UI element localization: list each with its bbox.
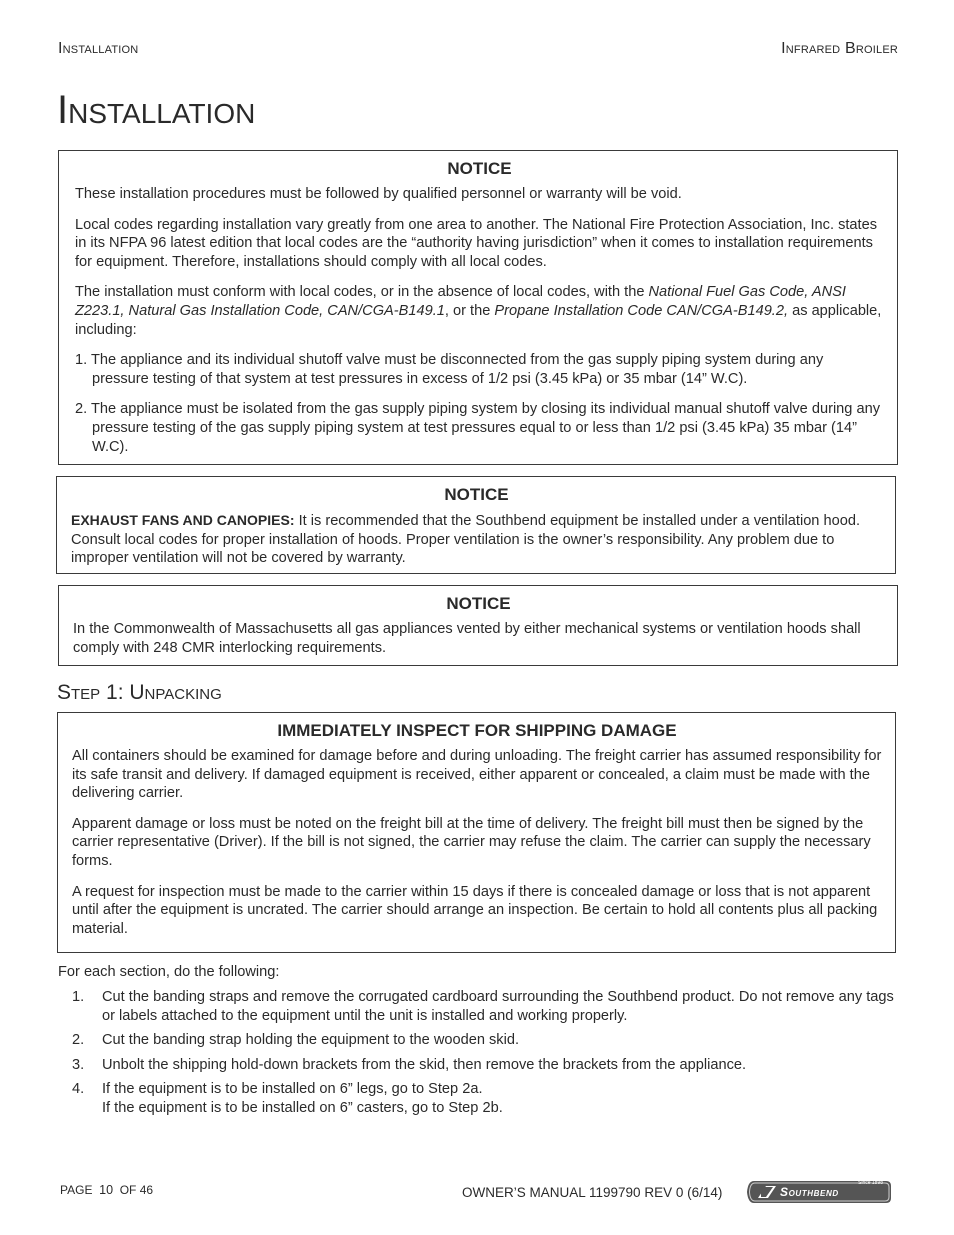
step-number: 2.: [72, 1032, 85, 1049]
notice-title: NOTICE: [447, 159, 512, 178]
steps-intro: For each section, do the following:: [58, 964, 280, 980]
inspect-title: IMMEDIATELY INSPECT FOR SHIPPING DAMAGE: [277, 721, 677, 740]
step-text: Cut the banding straps and remove the corrugated cardboard surrounding the Southbend product. Do not remove any tags or labels attached to the equipment until the unit is installed and working properly.: [102, 989, 894, 1024]
unpacking-steps: [58, 988, 896, 1124]
footer-page-number: [60, 1183, 153, 1197]
step-text: If the equipment is to be installed on 6” legs, go to Step 2a.: [102, 1081, 483, 1098]
logo-text: Southbend: [780, 1185, 839, 1199]
page-num: 10: [99, 1183, 114, 1197]
running-header-right: Infrared Broiler: [781, 40, 898, 57]
list-item: [58, 1056, 896, 1075]
step-number: 4.: [72, 1081, 85, 1098]
running-header-left: Installation: [58, 40, 139, 57]
notice-paragraph-qualified: These installation procedures must be followed by qualified personnel or warranty will be void.: [75, 186, 682, 202]
notice-box-exhaust: [56, 476, 896, 574]
inspect-box: [57, 712, 896, 953]
page-of: OF 46: [119, 1183, 154, 1197]
list-item: 2. The appliance must be isolated from the gas supply piping system by closing its individual manual shutoff valve during any pressure testing of the gas supply piping system at test pressures equal to or less than 1/2 psi (3.45 kPa) 35 mbar (14” W.C).: [75, 401, 881, 455]
notice-title: NOTICE: [444, 485, 509, 504]
page-title: Installation: [57, 88, 256, 132]
conform-text-a: The installation must conform with local codes, or in the absence of local codes, with the: [75, 284, 649, 301]
logo-since: Since 1898: [858, 1180, 884, 1186]
pressure-test-list: [75, 351, 884, 456]
notice-box-massachusetts: [58, 585, 898, 666]
exhaust-lead: EXHAUST FANS AND CANOPIES:: [71, 512, 295, 528]
conform-code-gas: National Fuel Gas Code, ANSI Z223.1, Natural Gas Installation Code, CAN/CGA-B149.1: [75, 284, 846, 319]
page-label: PAGE: [60, 1183, 93, 1197]
list-item: [58, 988, 896, 1025]
step-number: 3.: [72, 1056, 85, 1073]
footer-manual-id: OWNER’S MANUAL 1199790 REV 0 (6/14): [462, 1185, 723, 1200]
conform-text-c: , or the: [444, 302, 495, 319]
southbend-logo: [746, 1180, 892, 1204]
step-text-second-line: If the equipment is to be installed on 6” casters, go to Step 2b.: [102, 1099, 503, 1116]
step-text: Cut the banding strap holding the equipment to the wooden skid.: [102, 1032, 520, 1049]
notice-paragraph-exhaust: [71, 511, 882, 568]
inspect-paragraph-containers: All containers should be examined for damage before and during unloading. The freight carrier has assumed responsibility for its safe transit and delivery. If damaged equipment is received, either apparent or concealed, a claim must be made with the delivering carrier.: [72, 748, 882, 802]
notice-box-installation: [58, 150, 898, 465]
list-item: 1. The appliance and its individual shutoff valve must be disconnected from the gas supply piping system during any pressure testing of that system at test pressures in excess of 1/2 psi (3.45 kPa) or 35 mbar (14” W.C).: [75, 352, 824, 387]
conform-code-propane: Propane Installation Code CAN/CGA-B149.2,: [494, 302, 789, 319]
notice-paragraph-local-codes: Local codes regarding installation vary greatly from one area to another. The National Fire Protection Association, Inc. states in its NFPA 96 latest edition that local codes are the “authority having jurisdiction” when it comes to installation requirements for equipment. Therefore, installations should comply with all local codes.: [75, 216, 878, 270]
inspect-paragraph-request: A request for inspection must be made to the carrier within 15 days if there is concealed damage or loss that is not apparent until after the equipment is uncrated. The carrier should arrange an inspection. Be certain to hold all contents plus all packing material.: [72, 883, 878, 937]
conform-text-e: as applicable, including:: [75, 302, 882, 338]
exhaust-text: It is recommended that the Southbend equipment be installed under a ventilation hood. Consult local codes for proper installation of hoods. Proper ventilation is the owner’s responsibility. Any problem due to improper ventilation will not be covered by warranty.: [71, 513, 860, 567]
notice-paragraph-conform: [75, 283, 884, 339]
step-number: 1.: [72, 989, 85, 1005]
list-item: [58, 1080, 896, 1117]
notice-paragraph-massachusetts: In the Commonwealth of Massachusetts all gas appliances vented by either mechanical systems or ventilation hoods shall comply with 248 CMR interlocking requirements.: [73, 621, 861, 656]
notice-title: NOTICE: [446, 594, 511, 613]
inspect-paragraph-apparent: Apparent damage or loss must be noted on the freight bill at the time of delivery. The freight bill must then be signed by the carrier representative (Driver). If the bill is not signed, the carrier may refuse the claim. The carrier can supply the necessary forms.: [72, 815, 871, 869]
list-item: [58, 1031, 896, 1050]
section-heading-unpacking: Step 1: Unpacking: [57, 681, 222, 704]
step-text: Unbolt the shipping hold-down brackets from the skid, then remove the brackets from the appliance.: [102, 1056, 747, 1073]
